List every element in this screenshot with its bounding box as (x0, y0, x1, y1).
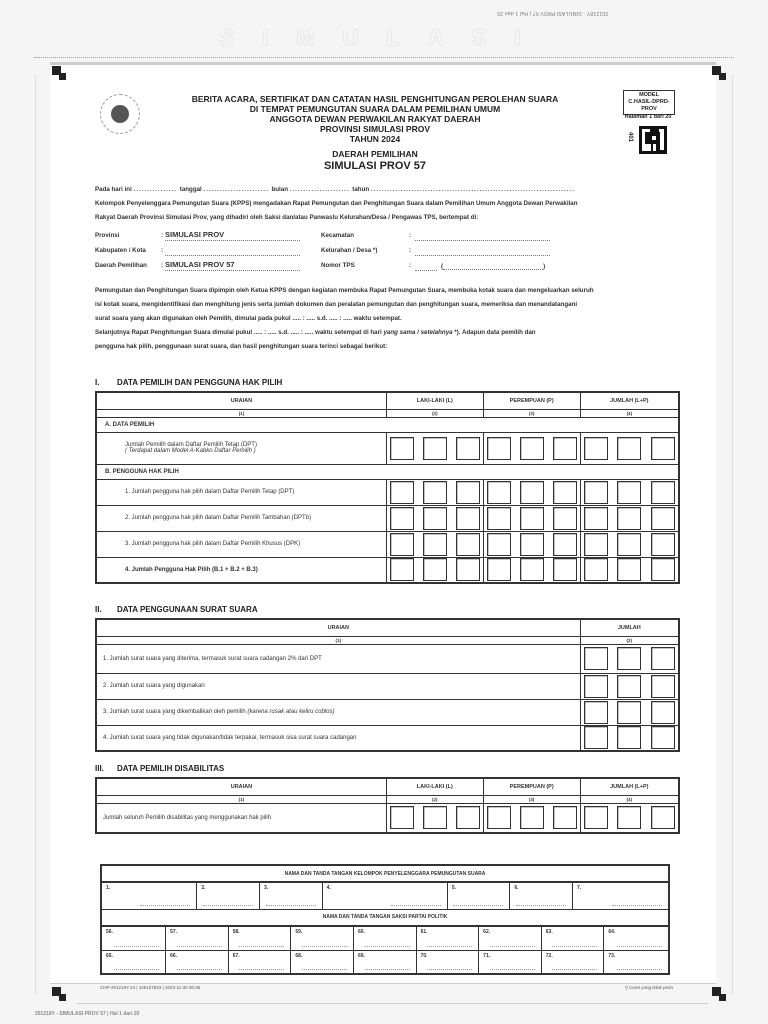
table-row (96, 557, 679, 583)
subsection-a-title: A. DATA PEMILIH (96, 417, 679, 432)
saksi-signature-cell[interactable] (166, 950, 229, 974)
section-3-table (95, 777, 680, 834)
kelurahan-field[interactable] (415, 245, 550, 256)
saksi-signature-cell[interactable] (291, 950, 354, 974)
row-description: Jumlah seluruh Pemilih disabilitas yang menggunakan hak pilih (96, 803, 386, 833)
saksi-signature-cell[interactable] (479, 926, 542, 950)
signature-number: 67. (232, 952, 240, 959)
table-row (96, 644, 679, 673)
bottom-divider (77, 1003, 708, 1004)
row-description: 1. Jumlah pengguna hak pilih dalam Daftar Pemilih Tetap (DPT) (96, 479, 386, 505)
section-3-title (95, 764, 224, 773)
paragraph-line: Pemungutan dan Penghitungan Suara dipimpin oleh Ketua KPPS dengan kegiatan membuka Rapat Pemungutan Suara, membuka kotak suara dan mengeluarkan seluruh (95, 287, 594, 294)
colnum: (2) (580, 636, 679, 644)
kabupaten-label: Kabupaten / Kota (95, 247, 146, 254)
model-line: PROV (641, 106, 657, 112)
header-jumlah: JUMLAH (580, 619, 679, 636)
signature-number: 68. (295, 952, 303, 959)
title-line: BERITA ACARA, SERTIFIKAT DAN CATATAN HASIL PENGHITUNGAN PEROLEHAN SUARA (191, 94, 559, 104)
section-number: III. (95, 764, 104, 773)
table-row (96, 725, 679, 751)
signature-number: 7. (577, 885, 582, 891)
colon: : (409, 247, 412, 254)
signature-number: 63. (545, 929, 553, 935)
month-field[interactable]: ...................... (289, 186, 353, 193)
kpps-signature-title: NAMA DAN TANDA TANGAN KELOMPOK PENYELENGGARA PEMUNGUTAN SUARA (101, 865, 669, 882)
signature-number: 73. (608, 952, 616, 959)
row-description: 2. Jumlah pengguna hak pilih dalam Daftar Pemilih Tambahan (DPTb) (96, 505, 386, 531)
jumlah-input[interactable] (580, 725, 679, 751)
dapil-field[interactable]: SIMULASI PROV 57 (165, 260, 300, 271)
header-perempuan: PEREMPUAN (P) (483, 778, 580, 795)
header-uraian: URAIAN (96, 392, 386, 409)
jumlah-input[interactable] (580, 557, 679, 583)
year-label: tahun (352, 186, 370, 193)
provinsi-field[interactable]: SIMULASI PROV (165, 230, 300, 241)
signature-number: 65. (106, 952, 113, 959)
jumlah-input[interactable] (580, 699, 679, 725)
header-uraian: URAIAN (96, 778, 386, 795)
signature-number: 1. (106, 885, 111, 891)
month-label: bulan (271, 186, 288, 193)
colon: : (161, 247, 164, 254)
perempuan-input[interactable] (483, 505, 580, 531)
tps-number-field[interactable] (415, 260, 437, 271)
paragraph-text: *). Adapun data pemilih dan (452, 329, 536, 336)
colnum: (1) (96, 636, 580, 644)
kpps-signature-cell[interactable] (510, 882, 573, 909)
page-caption: 201218Y - SIMULASI PROV 57 | Hal 1 dari 20 (35, 1011, 140, 1017)
jumlah-input[interactable] (580, 432, 679, 464)
procedure-paragraph (95, 284, 680, 354)
paragraph-line (95, 326, 680, 340)
saksi-signature-cell[interactable] (416, 950, 479, 974)
title-line: DI TEMPAT PEMUNGUTAN SUARA DALAM PEMILIHAN UMUM (249, 104, 501, 114)
dapil-label: DAERAH PEMILIHAN (332, 149, 418, 159)
table-row (96, 673, 679, 699)
page-count: Halaman 1 dari 20 (624, 114, 672, 120)
kelurahan-label: Kelurahan / Desa *) (321, 247, 378, 254)
saksi-signature-cell[interactable] (291, 926, 354, 950)
model-line: MODEL (639, 92, 659, 98)
signature-number: 62. (483, 929, 491, 935)
day-field[interactable]: ................ (133, 186, 180, 193)
saksi-signature-cell[interactable] (228, 926, 291, 950)
table-row (96, 432, 679, 464)
footnote: *) Coret yang tidak perlu (624, 985, 673, 990)
signature-number: 69. (357, 952, 365, 959)
signature-number: 56. (106, 929, 113, 935)
perempuan-input[interactable] (483, 479, 580, 505)
jumlah-input[interactable] (580, 673, 679, 699)
registration-marker-icon (712, 987, 726, 1001)
section-2-title (95, 605, 258, 614)
title-line: ANGGOTA DEWAN PERWAKILAN RAKYAT DAERAH (269, 114, 481, 124)
form-title (155, 94, 595, 173)
signature-number: 57. (170, 929, 178, 935)
colnum: (4) (580, 795, 679, 803)
kpps-signature-cell[interactable] (322, 882, 447, 909)
table-row (96, 479, 679, 505)
colnum: (1) (96, 409, 386, 417)
saksi-signature-cell[interactable] (353, 926, 416, 950)
day-label: Pada hari ini (95, 186, 132, 193)
signature-number: 59. (295, 929, 303, 935)
header-perempuan: PEREMPUAN (P) (483, 392, 580, 409)
intro-text: Rakyat Daerah Provinsi Simulasi Prov, yang dihadiri oleh Saksi dan/atau Panwaslu Kelurahan/Desa / Pengawas TPS, bertempat di: (95, 214, 479, 221)
title-line: PROVINSI SIMULASI PROV (319, 124, 431, 134)
kpps-signature-cell[interactable] (259, 882, 322, 909)
colnum: (2) (386, 795, 483, 803)
watermark: SIMULASI (219, 25, 549, 50)
document-id: CHP-201218Y-24 | 425127923 | 2023-11-30 06:36 (100, 985, 201, 990)
jumlah-input[interactable] (580, 644, 679, 673)
registration-marker-icon (712, 66, 726, 80)
signature-number: 58. (232, 929, 240, 935)
laki-input[interactable] (386, 505, 483, 531)
perempuan-input[interactable] (483, 531, 580, 557)
signature-number: 61. (420, 929, 428, 935)
header-jumlah: JUMLAH (L+P) (580, 392, 679, 409)
section-number: II. (95, 605, 102, 614)
section-title-text: DATA PEMILIH DAN PENGGUNA HAK PILIH (117, 378, 283, 387)
saksi-signature-title: NAMA DAN TANDA TANGAN SAKSI PARTAI POLITIK (101, 909, 669, 926)
jumlah-input[interactable] (580, 479, 679, 505)
kpu-logo-icon (100, 94, 140, 134)
subsection-b-title: B. PENGGUNA HAK PILIH (96, 464, 679, 479)
colnum: (3) (483, 409, 580, 417)
date-label: tanggal (179, 186, 202, 193)
signature-number: 64. (608, 929, 616, 935)
row-description-total: 4. Jumlah Pengguna Hak Pilih (B.1 + B.2 + B.3) (96, 557, 386, 583)
dapil-label: Daerah Pemilihan (95, 262, 147, 269)
section-title-text: DATA PENGGUNAAN SURAT SUARA (117, 605, 258, 614)
model-badge (623, 90, 675, 115)
signature-number: 72. (545, 952, 553, 959)
laki-input[interactable] (386, 479, 483, 505)
saksi-signature-cell[interactable] (479, 950, 542, 974)
signature-number: 71. (483, 952, 491, 959)
kecamatan-label: Kecamatan (321, 232, 355, 239)
paragraph-line: isi kotak suara, mengidentifikasi dan menghitung jenis serta jumlah dokumen dan peralatan pemungutan dan penghitungan suara, memeriksa dan menandatangani (95, 301, 578, 308)
section-number: I. (95, 378, 100, 387)
signature-number: 3. (263, 885, 269, 891)
cut-line (34, 57, 734, 58)
kabupaten-field[interactable] (165, 245, 300, 256)
colnum: (4) (580, 409, 679, 417)
flipped-caption: 201218Y - SIMULASI PROV 57 | Hal 1 dari 20 (496, 10, 608, 16)
saksi-signature-cell[interactable] (604, 950, 669, 974)
signature-table (100, 864, 670, 975)
perempuan-input[interactable] (483, 432, 580, 464)
signature-number: 4. (326, 885, 331, 891)
jumlah-input[interactable] (580, 803, 679, 833)
title-line: TAHUN 2024 (349, 134, 401, 144)
row-text: 3. Jumlah surat suara yang dikembalikan oleh pemilih (103, 709, 248, 715)
laki-input[interactable] (386, 531, 483, 557)
row-description (96, 432, 386, 464)
page-border-right (732, 75, 733, 995)
intro-text: Kelompok Penyelenggara Pemungutan Suara (KPPS) mengadakan Rapat Pemungutan dan Penghitungan Suara dalam Pemilihan Umum Anggota Dewan Perwakilan (95, 200, 578, 207)
provinsi-label: Provinsi (95, 232, 120, 239)
table-row (96, 803, 679, 833)
row-description: 4. Jumlah surat suara yang tidak digunakan/tidak terpakai, termasuk sisa surat suara cadangan (96, 725, 580, 751)
laki-input[interactable] (386, 557, 483, 583)
header-laki: LAKI-LAKI (L) (386, 778, 483, 795)
signature-number: 5. (451, 885, 456, 891)
colnum: (3) (483, 795, 580, 803)
colon: : (161, 262, 164, 269)
saksi-signature-cell[interactable] (101, 950, 166, 974)
colnum: (2) (386, 409, 483, 417)
laki-input[interactable] (386, 803, 483, 833)
kpps-signature-cell[interactable] (447, 882, 510, 909)
page-border-left (35, 75, 36, 995)
saksi-signature-cell[interactable] (166, 926, 229, 950)
saksi-signature-cell[interactable] (541, 926, 604, 950)
dapil-value: SIMULASI PROV 57 (323, 160, 427, 172)
kecamatan-field[interactable] (415, 230, 550, 241)
location-section (95, 229, 680, 274)
paragraph-line: surat suara yang akan digunakan oleh Pemilih, dimulai pada pukul ..... : ..... s.d. ..... : ..... waktu setempat. (95, 315, 402, 322)
section-1-title (95, 378, 282, 387)
signature-number: 70. (420, 952, 428, 959)
paragraph-italic: yang sama / setelahnya (383, 329, 453, 336)
signature-number: 60. (357, 929, 365, 935)
form-header (95, 90, 675, 180)
saksi-signature-cell[interactable] (416, 926, 479, 950)
table-row (96, 531, 679, 557)
perempuan-input[interactable] (483, 803, 580, 833)
year-field[interactable]: ........................................................................... (370, 186, 575, 193)
row-description (96, 699, 580, 725)
jumlah-input[interactable] (580, 531, 679, 557)
model-line: C.HASIL-DPRD- (628, 99, 670, 105)
section-2-table (95, 618, 680, 752)
row-description: 1. Jumlah surat suara yang diterima, termasuk surat suara cadangan 2% dari DPT (96, 644, 580, 673)
row-note: ( Terdapat dalam Model A-Kabko Daftar Pemilih ) (125, 448, 256, 454)
registration-marker-icon (52, 66, 66, 80)
signature-number: 2. (201, 885, 206, 891)
signature-number: 66. (170, 952, 178, 959)
saksi-signature-cell[interactable] (101, 926, 166, 950)
section-title-text: DATA PEMILIH DISABILITAS (117, 764, 225, 773)
row-note: (karena rusak atau keliru coblos) (247, 709, 335, 715)
paragraph-text: Selanjutnya Rapat Penghitungan Suara dimulai pukul ..... : ..... s.d. ..... : ..... waktu setempat di hari (95, 329, 384, 336)
tps-words-field[interactable]: ( ) (441, 263, 546, 270)
section-1-table (95, 391, 680, 584)
row-description: 2. Jumlah surat suara yang digunakan (96, 673, 580, 699)
colon: : (161, 232, 164, 239)
signature-number: 6. (514, 885, 519, 891)
tps-label: Nomor TPS (321, 262, 355, 269)
saksi-signature-cell[interactable] (604, 926, 669, 950)
table-row (96, 699, 679, 725)
kpps-signature-cell[interactable] (573, 882, 669, 909)
header-uraian: URAIAN (96, 619, 580, 636)
saksi-signature-cell[interactable] (541, 950, 604, 974)
colnum: (1) (96, 795, 386, 803)
qr-code-icon (639, 126, 667, 154)
saksi-signature-cell[interactable] (228, 950, 291, 974)
intro-section (95, 183, 680, 225)
header-laki: LAKI-LAKI (L) (386, 392, 483, 409)
perempuan-input[interactable] (483, 557, 580, 583)
registration-marker-icon (52, 987, 66, 1001)
row-text: Jumlah Pemilih dalam Daftar Pemilih Tetap (DPT) (125, 442, 257, 448)
qr-label: 401 (626, 131, 633, 143)
table-row (96, 505, 679, 531)
jumlah-input[interactable] (580, 505, 679, 531)
kpps-signature-cell[interactable] (197, 882, 260, 909)
paragraph-line: pengguna hak pilih, penggunaan surat suara, dan hasil penghitungan suara terinci sebagai berikut: (95, 343, 388, 350)
laki-input[interactable] (386, 432, 483, 464)
saksi-signature-cell[interactable] (353, 950, 416, 974)
header-jumlah: JUMLAH (L+P) (580, 778, 679, 795)
kpps-signature-cell[interactable] (101, 882, 197, 909)
colon: : (409, 232, 412, 239)
colon: : (409, 262, 412, 269)
row-description: 3. Jumlah pengguna hak pilih dalam Daftar Pemilih Khusus (DPK) (96, 531, 386, 557)
date-line (95, 183, 680, 197)
date-field[interactable]: ........................ (203, 186, 272, 193)
